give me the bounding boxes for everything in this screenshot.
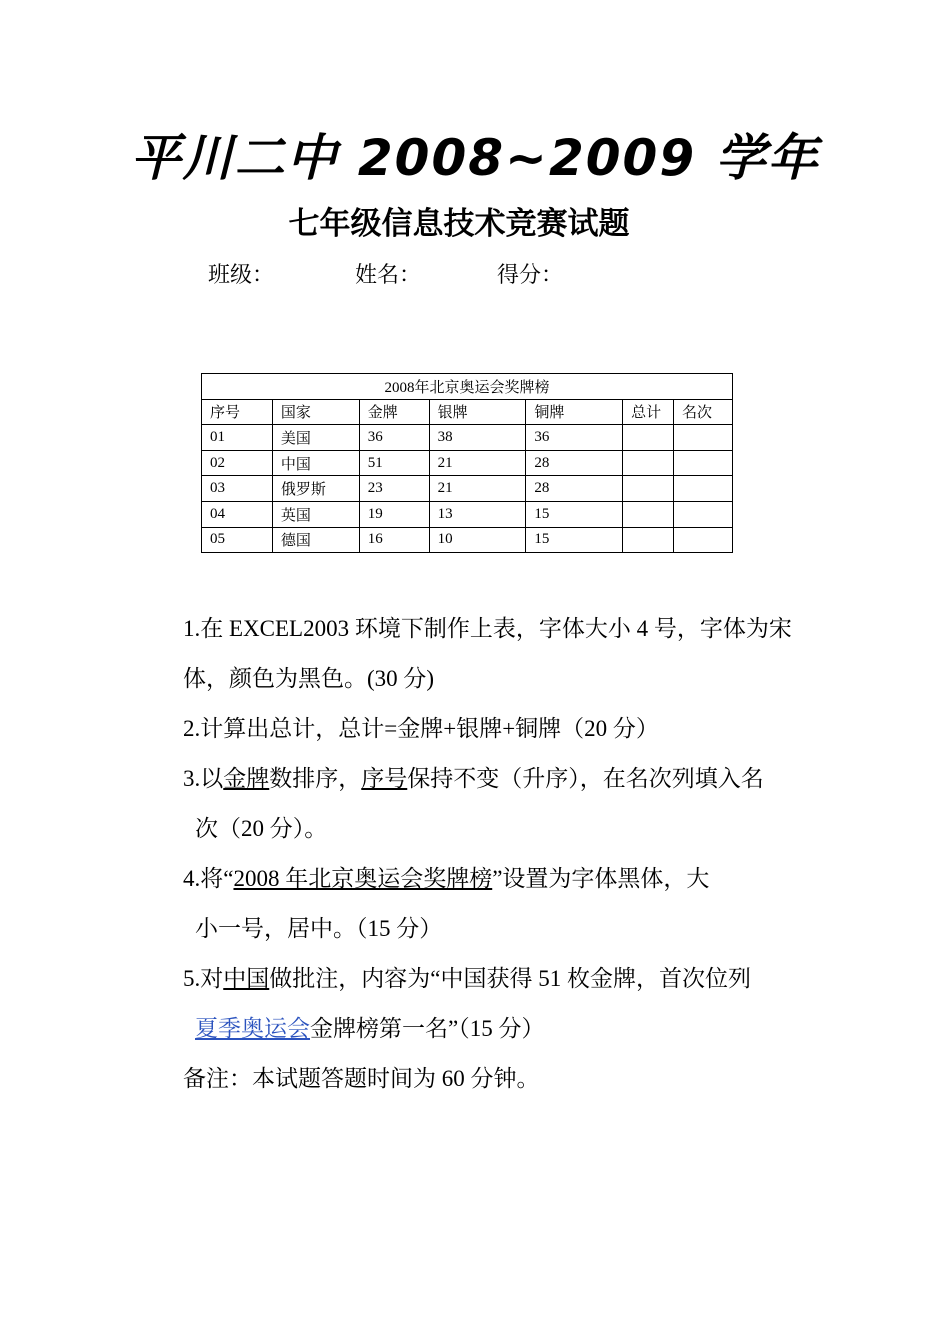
table-cell: 03: [202, 476, 273, 502]
column-header: 国家: [272, 399, 359, 425]
column-header: 铜牌: [526, 399, 623, 425]
table-header-row: [202, 399, 733, 425]
column-header: 金牌: [359, 399, 429, 425]
table-cell: [674, 527, 733, 553]
table-cell: 美国: [272, 425, 359, 451]
question-5-text: 5.对: [183, 966, 224, 991]
table-cell: 36: [359, 425, 429, 451]
table-cell: 10: [429, 527, 526, 553]
question-5: [183, 954, 813, 1054]
table-cell: 28: [526, 476, 623, 502]
exam-subtitle: 七年级信息技术竞赛试题: [288, 206, 630, 242]
question-3-text: 保持不变（升序），在名次列填入名: [407, 766, 764, 791]
medal-table: [201, 373, 733, 553]
question-4-text: 4.将“: [183, 866, 234, 891]
table-cell: [674, 476, 733, 502]
column-header: 名次: [674, 399, 733, 425]
gold-medal-keyword: 金牌: [223, 766, 270, 791]
table-cell: 13: [429, 501, 526, 527]
table-cell: 俄罗斯: [272, 476, 359, 502]
table-row: [202, 476, 733, 502]
table-cell: [674, 450, 733, 476]
table-cell: 21: [429, 476, 526, 502]
table-cell: 23: [359, 476, 429, 502]
question-5-text: 做批注，内容为“中国获得 51 枚金牌，首次位列: [269, 966, 751, 991]
table-cell: 19: [359, 501, 429, 527]
table-title-keyword: 2008 年北京奥运会奖牌榜: [233, 866, 493, 891]
table-cell: 36: [526, 425, 623, 451]
table-cell: 04: [202, 501, 273, 527]
exam-title: 平川二中 2008~2009 学年: [130, 129, 820, 187]
table-cell: 51: [359, 450, 429, 476]
student-info-line: [208, 258, 563, 292]
china-keyword: 中国: [223, 966, 270, 991]
table-cell: [623, 425, 674, 451]
table-caption-row: [202, 374, 733, 400]
question-3: [183, 754, 813, 854]
question-3-text: 3.以: [183, 766, 224, 791]
table-cell: [674, 501, 733, 527]
table-cell: 中国: [272, 450, 359, 476]
name-label: 姓名：: [355, 262, 422, 287]
question-list: [183, 604, 813, 1104]
table-cell: 15: [526, 527, 623, 553]
exam-note: 备注：本试题答题时间为 60 分钟。: [183, 1066, 540, 1091]
table-cell: [623, 501, 674, 527]
table-cell: 15: [526, 501, 623, 527]
table-cell: [674, 425, 733, 451]
question-4: [183, 854, 813, 954]
question-5-continuation: [183, 1004, 813, 1054]
table-row: [202, 425, 733, 451]
question-3-continuation: 次（20 分）。: [195, 816, 328, 841]
question-5-text: 金牌榜第一名”（15 分）: [310, 1016, 545, 1041]
table-cell: [623, 476, 674, 502]
table-cell: 05: [202, 527, 273, 553]
table-cell: 01: [202, 425, 273, 451]
table-cell: 21: [429, 450, 526, 476]
column-header: 序号: [202, 399, 273, 425]
table-cell: [623, 450, 674, 476]
score-label: 得分：: [497, 262, 564, 287]
question-4-text: ”设置为字体黑体，大: [492, 866, 710, 891]
table-cell: 16: [359, 527, 429, 553]
table-caption: 2008年北京奥运会奖牌榜: [202, 374, 733, 400]
table-cell: 28: [526, 450, 623, 476]
summer-olympics-link[interactable]: 夏季奥运会: [195, 1016, 310, 1041]
table-cell: 02: [202, 450, 273, 476]
table-row: [202, 527, 733, 553]
column-header: 银牌: [429, 399, 526, 425]
table-cell: [623, 527, 674, 553]
question-3-text: 数排序，: [269, 766, 362, 791]
table-row: [202, 450, 733, 476]
question-1: 1.在 EXCEL2003 环境下制作上表，字体大小 4 号，字体为宋体，颜色为黑色。(30 分): [183, 616, 792, 691]
question-4-continuation: 小一号，居中。（15 分）: [195, 916, 443, 941]
table-row: [202, 501, 733, 527]
table-cell: 德国: [272, 527, 359, 553]
class-label: 班级：: [208, 262, 275, 287]
serial-number-keyword: 序号: [361, 766, 408, 791]
table-cell: 38: [429, 425, 526, 451]
column-header: 总计: [623, 399, 674, 425]
table-cell: 英国: [272, 501, 359, 527]
question-2: 2.计算出总计，总计=金牌+银牌+铜牌（20 分）: [183, 716, 659, 741]
